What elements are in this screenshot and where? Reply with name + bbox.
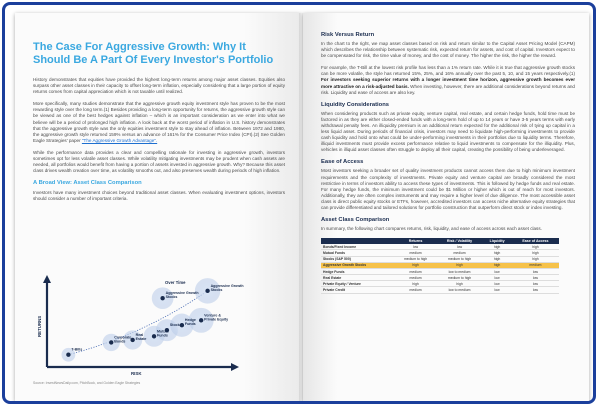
- table-cell: high: [482, 256, 512, 262]
- table-cell: medium: [394, 275, 436, 281]
- table-cell: Bonds/Fixed Income: [321, 244, 394, 250]
- table-cell: Private Equity / Venture: [321, 281, 394, 287]
- table-cell: medium to high: [394, 256, 436, 262]
- y-axis-arrow: [43, 275, 51, 283]
- table-cell: low to medium: [437, 287, 483, 293]
- table-cell: high: [482, 262, 512, 268]
- point-dot: [152, 334, 156, 338]
- table-cell: high: [394, 262, 436, 268]
- point-label: Aggressive Growth Stocks: [210, 283, 244, 292]
- table-cell: low: [512, 287, 559, 293]
- point-dot: [199, 318, 203, 322]
- y-axis-label: RETURNS: [37, 315, 42, 337]
- point-label: Stocks: [169, 323, 182, 328]
- paragraph-intro: History demonstrates that equities have provided the highest long-term returns among major asset classes. Equities also surpass other asset classes in their capacity to offset long-term inflation, especially considering that a large portion of equity returns comes from capital appreciation which is not taxable until realized.: [33, 77, 285, 95]
- table-header-cell: Risk / Volatility: [437, 238, 483, 244]
- table-header-cell: Liquidity: [482, 238, 512, 244]
- table-cell: low: [512, 275, 559, 281]
- table-body: [321, 244, 559, 293]
- table-cell: low: [512, 281, 559, 287]
- page-title: The Case For Aggressive Growth: Why It Should Be A Part Of Every Investor's Portfolio: [33, 41, 274, 66]
- paragraph-investment-choices: Investors have many investment choices beyond traditional asset classes. When evaluating investment options, investors should consider a number of important criteria.: [33, 190, 285, 202]
- table-cell: low: [512, 268, 559, 274]
- table-cell: high: [482, 244, 512, 250]
- table-cell: medium: [512, 262, 559, 268]
- left-page: [15, 13, 301, 401]
- table-cell: low: [482, 275, 512, 281]
- chart-source-note: Source: InvestNewsDaily.com, PitchBook, and Golden Eagle Strategies: [33, 381, 141, 385]
- over-time-annotation: Over Time: [165, 280, 186, 285]
- table-cell: low to medium: [437, 268, 483, 274]
- heading-broad-view: A Broad View: Asset Class Comparison: [33, 180, 142, 187]
- heading-liquidity: Liquidity Considerations: [321, 101, 389, 108]
- x-axis-label: RISK: [131, 371, 142, 376]
- right-page: [303, 13, 589, 401]
- tbill-text-end: When investing, however, there are additional considerations beyond returns and risk. Liquidity and ease of access are also key.: [321, 83, 575, 95]
- point-dot: [109, 340, 113, 344]
- table-cell: high: [512, 256, 559, 262]
- paragraph-liquidity: When considering products such as private equity, venture capital, real estate, and certain hedge funds, hold time must be factored in as they are either closed-ended funds with a long-term hold of up to 14 years or have 3-5 years terms with early withdrawal penalty fees. An illiquidity premium is an additional return expected for the additional risk of tying up capital in a less liquid asset. During periods of financial crisis, investors may need to liquidate high-performing investments to provide cash liquidity and hold onto what could be under-performing investments in their portfolios due to liquidity terms. Therefore, illiquid investments must provide excess performance relative to liquid investments to compensate for the illiquidity. Plus, vehicles in illiquid asset classes often struggle to deploy all their capital, creating the possibility of being underleveraged.: [321, 110, 575, 153]
- paragraph-summary: In summary, the following chart compares returns, risk, liquidity, and ease of access across each asset class.: [321, 226, 542, 232]
- table-cell: Hedge Funds: [321, 268, 394, 274]
- table-cell: Real Estate: [321, 275, 394, 281]
- table-cell: medium: [437, 250, 483, 256]
- table-cell: medium: [394, 268, 436, 274]
- open-book: [15, 13, 589, 401]
- point-label: Hedge Funds: [184, 318, 196, 327]
- heading-ease-of-access: Ease of Access: [321, 159, 364, 166]
- table-cell: low: [482, 287, 512, 293]
- table-cell: high: [437, 262, 483, 268]
- paragraph-studies-text: More specifically, many studies demonstrate that the aggressive growth equity investment style has proven to be the most rewarding style over the long term.(1) Besides providing a long-term opportunity for returns, the aggressive growth style can be viewed as one of the best hedges against inflation – which is an important consideration as we enter into what we believe will be a period of prolonged high inflation. A look back at the worst period of inflation in U.S. history demonstrates that the aggressive growth style was the only equities investment style to stay ahead of inflation. Between 1972 and 1980, the aggressive growth style returned 159% versus an advance of 161% for the Consumer Price Index (CPI).(2) See Golden Eagle Strategies' paper: [33, 101, 285, 143]
- paragraph-t-bill-example: [321, 65, 575, 95]
- table-cell: high: [512, 250, 559, 256]
- table-cell: low: [394, 244, 436, 250]
- point-label: Corporate Bonds: [114, 335, 132, 344]
- heading-risk-vs-return: Risk Versus Return: [321, 32, 375, 38]
- heading-asset-class-comparison: Asset Class Comparison: [321, 217, 390, 224]
- asset-class-table: [321, 238, 559, 294]
- paragraph-capm: In the chart to the right, we map asset classes based on risk and return similar to the Capital Asset Pricing Model (CAPM) which describes the relationship between systematic risk, expected return for assets, and cost of capital. Investors expect to be compensated for risk, the time value of money, and the cost of money. The higher the risk, the higher the reward.: [321, 41, 575, 59]
- point-label: Mutual Funds: [157, 329, 169, 338]
- table-cell: medium: [394, 250, 436, 256]
- table-cell: low: [482, 268, 512, 274]
- point-label: Venture & Private Equity: [204, 313, 229, 322]
- table-header-cell: Returns: [394, 238, 436, 244]
- paragraph-performance: While the performance data provides a clear and compelling rationale for investing in aggressive growth, investors sometimes opt for less volatile asset classes. While volatility mitigating investments may be prudent when cash assets are needed, all portfolios would benefit from having a portion of assets invested in aggressive growth. Why? Because this asset class drives wealth creation over time, as volatility smooths out, and also preserves wealth during periods of high inflation.: [33, 149, 285, 174]
- table-cell: Stocks (S&P 500): [321, 256, 394, 262]
- risk-return-chart: [33, 275, 253, 377]
- table-cell: medium: [394, 287, 436, 293]
- table-cell: low: [437, 244, 483, 250]
- table-row: [321, 287, 559, 293]
- table-cell: high: [512, 244, 559, 250]
- table-header-cell: Ease of Access: [512, 238, 559, 244]
- table-cell: low: [482, 281, 512, 287]
- table-cell: Aggressive Growth Stocks: [321, 262, 394, 268]
- table-cell: medium to high: [437, 256, 483, 262]
- table-cell: Private Credit: [321, 287, 394, 293]
- x-axis-arrow: [231, 363, 239, 371]
- aggressive-growth-advantage-link[interactable]: "The Aggressive Growth Advantage".: [81, 137, 158, 143]
- table-cell: medium to high: [437, 275, 483, 281]
- tbill-bold-text: For investors seeking superior returns with a longer investment time horizon, aggressive growth becomes ever more attractive on a risk-adjusted basis.: [321, 77, 575, 89]
- point-dot: [205, 289, 209, 293]
- point-dot: [160, 296, 164, 300]
- point-dot: [66, 353, 70, 357]
- point-label: T-Bills: [71, 347, 83, 352]
- table-cell: high: [437, 281, 483, 287]
- table-cell: Mutual Funds: [321, 250, 394, 256]
- paragraph-studies: [33, 101, 285, 144]
- paragraph-ease-of-access: Most investors seeking a broader set of quality investment products cannot access them due to high minimum investment requirements and the complexity of investments. Private equity and venture capital are broadly considered the most restrictive in terms of investors ability to access these types of investments. This is followed by hedge funds and real estate. For many hedge funds, the minimum investment could be $1 Million or higher which is out of reach for most investors. Additionally, they are often complex instruments and may require a higher level of due diligence. The most accessible asset class is direct public equity stocks or ETFs, however, accredited investors can access niche alternative equity strategies that can provide differentiated and tailored solutions for portfolio construction that outperform direct stock or index investing.: [321, 168, 575, 210]
- image-frame: [2, 2, 596, 404]
- point-label: Real Estate: [135, 332, 147, 341]
- point-label: Aggressive Growth Stocks: [165, 291, 199, 300]
- tbill-text: For example, the T-Bill at the lowest risk profile has less than a 1% return rate. While it is true that aggressive growth stocks can be more volatile, the style has returned 15%, 25%, and 16% annually over the past 5, 10, and 15 years respectively.(1): [321, 65, 575, 77]
- table-cell: high: [394, 281, 436, 287]
- table-cell: high: [482, 250, 512, 256]
